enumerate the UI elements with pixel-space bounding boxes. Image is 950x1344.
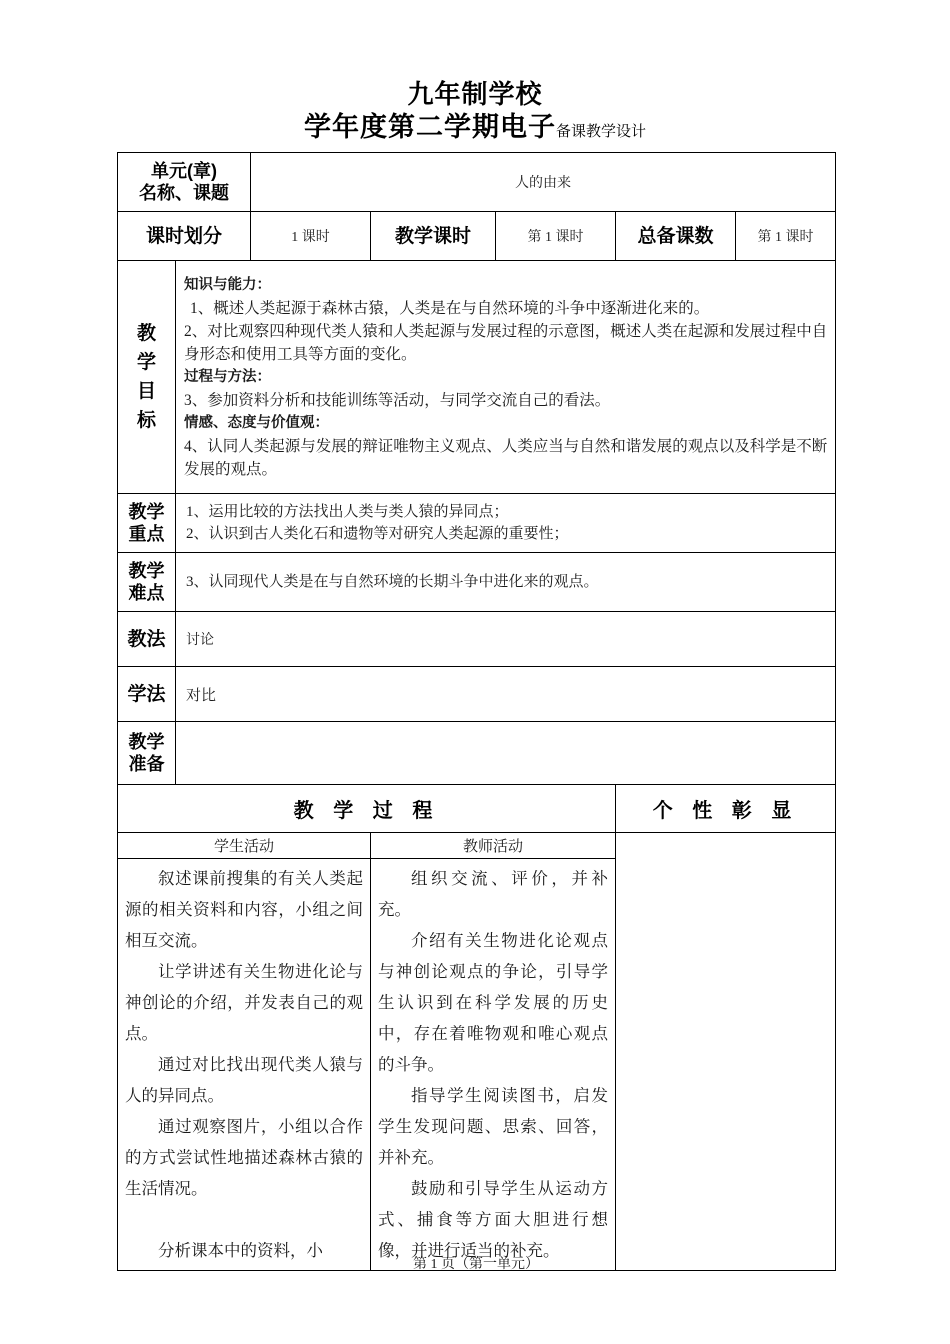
- student-activity-4: 通过观察图片，小组以合作的方式尝试性地描述森林古猿的生活情况。: [125, 1117, 363, 1198]
- difficulties-content-cell: [176, 553, 836, 612]
- teacher-activity-2: 介绍有关生物进化论观点与神创论观点的争论，引导学生认识到在科学发展的历史中，存在着唯物观和唯心观点的斗争。: [378, 931, 608, 1074]
- student-activity-spacer: [125, 1204, 363, 1235]
- teaching-method-label: 教法: [118, 612, 176, 667]
- preparation-label-cell: [118, 722, 176, 785]
- difficulties-item-1: 3、认同现代人类是在与自然环境的长期斗争中进化来的观点。: [186, 574, 599, 590]
- subtitle-main: 学年度第二学期电子: [303, 112, 556, 142]
- objectives-heading-process: 过程与方法：: [184, 368, 271, 385]
- personality-content-cell: [616, 833, 836, 1271]
- learning-method-value: 对比: [176, 667, 836, 722]
- objectives-label-char-0: 教: [136, 323, 156, 344]
- student-activity-2: 让学讲述有关生物进化论与神创论的介绍，并发表自己的观点。: [125, 962, 363, 1043]
- table-row-activity-subheaders: [118, 833, 836, 859]
- preparation-label-line1: 教学: [128, 732, 165, 752]
- process-header: 教 学 过 程: [118, 785, 616, 833]
- table-row-difficulties: [118, 553, 836, 612]
- subtitle-suffix: 备课教学设计: [555, 124, 646, 140]
- teaching-method-value: 讨论: [176, 612, 836, 667]
- student-activity-5: 分析课本中的资料，小: [158, 1241, 323, 1260]
- learning-method-label: 学法: [118, 667, 176, 722]
- key-points-item-2: 2、认识到古人类化石和遗物等对研究人类起源的重要性；: [186, 526, 569, 542]
- table-row-teaching-method: [118, 612, 836, 667]
- teacher-activity-1: 组织交流、评价，并补充。: [378, 869, 608, 919]
- table-row-periods: [118, 212, 836, 261]
- objectives-item-3: 3、参加资料分析和技能训练等活动，与同学交流自己的看法。: [184, 391, 611, 409]
- total-prep-label: 总备课数: [616, 212, 736, 261]
- teacher-activity-3: 指导学生阅读图书，启发学生发现问题、思索、回答，并补充。: [378, 1086, 608, 1167]
- objectives-item-4: 4、认同人类起源与发展的辩证唯物主义观点、人类应当与自然和谐发展的观点以及科学是不断发展的观点。: [184, 437, 828, 478]
- student-activity-header: 学生活动: [118, 833, 371, 859]
- total-prep-value: 第 1 课时: [736, 212, 836, 261]
- difficulties-label-line1: 教学: [128, 561, 165, 581]
- objectives-heading-attitude: 情感、态度与价值观：: [184, 414, 329, 431]
- teaching-period-label: 教学课时: [371, 212, 496, 261]
- table-row-process-header: [118, 785, 836, 833]
- lesson-plan-table: [117, 152, 836, 1271]
- key-points-content-cell: [176, 494, 836, 553]
- teacher-activities-cell: [371, 859, 616, 1271]
- teacher-activity-4: 鼓励和引导学生从运动方式、捕食等方面大胆进行想像，并进行适当的补充。: [378, 1179, 608, 1260]
- objectives-label-char-2: 目: [136, 381, 156, 402]
- key-points-label-line1: 教学: [128, 502, 165, 522]
- personality-header: 个 性 彰 显: [616, 785, 836, 833]
- table-row-key-points: [118, 494, 836, 553]
- page-footer: 第 1 页（第一单元）: [413, 1257, 539, 1272]
- difficulties-label-cell: [118, 553, 176, 612]
- objectives-item-2: 2、对比观察四种现代类人猿和人类起源与发展过程的示意图，概述人类在起源和发展过程中自身形态和使用工具等方面的变化。: [184, 322, 828, 363]
- unit-label-cell: [118, 153, 251, 212]
- student-activity-1: 叙述课前搜集的有关人类起源的相关资料和内容，小组之间相互交流。: [125, 869, 363, 950]
- period-division-value: 1 课时: [251, 212, 371, 261]
- document-subtitle: [0, 110, 950, 149]
- table-row-preparation: [118, 722, 836, 785]
- document-title-block: [0, 78, 950, 149]
- student-activities-cell: [118, 859, 371, 1271]
- objectives-item-1: 1、概述人类起源于森林古猿，人类是在与自然环境的斗争中逐渐进化来的。: [190, 299, 710, 317]
- objectives-label-char-3: 标: [136, 410, 156, 431]
- key-points-item-1: 1、运用比较的方法找出人类与类人猿的异同点；: [186, 504, 509, 520]
- period-division-label: 课时划分: [118, 212, 251, 261]
- difficulties-label-line2: 难点: [128, 583, 165, 603]
- objectives-content-cell: [176, 261, 836, 494]
- table-row-learning-method: [118, 667, 836, 722]
- objectives-label-cell: [118, 261, 176, 494]
- table-row-unit: [118, 153, 836, 212]
- preparation-value-cell: [176, 722, 836, 785]
- school-name: 九年制学校: [407, 79, 543, 109]
- unit-value-cell: 人的由来: [251, 153, 836, 212]
- unit-label-line2: 名称、课题: [139, 183, 229, 203]
- unit-label-line1: 单元(章): [151, 161, 217, 181]
- preparation-label-line2: 准备: [128, 754, 165, 774]
- key-points-label-line2: 重点: [128, 524, 165, 544]
- objectives-label-char-1: 学: [136, 352, 156, 373]
- student-activity-3: 通过对比找出现代类人猿与人的异同点。: [125, 1055, 363, 1105]
- objectives-heading-knowledge: 知识与能力：: [184, 276, 271, 293]
- table-row-objectives: [118, 261, 836, 494]
- key-points-label-cell: [118, 494, 176, 553]
- teacher-activity-header: 教师活动: [371, 833, 616, 859]
- teaching-period-value: 第 1 课时: [496, 212, 616, 261]
